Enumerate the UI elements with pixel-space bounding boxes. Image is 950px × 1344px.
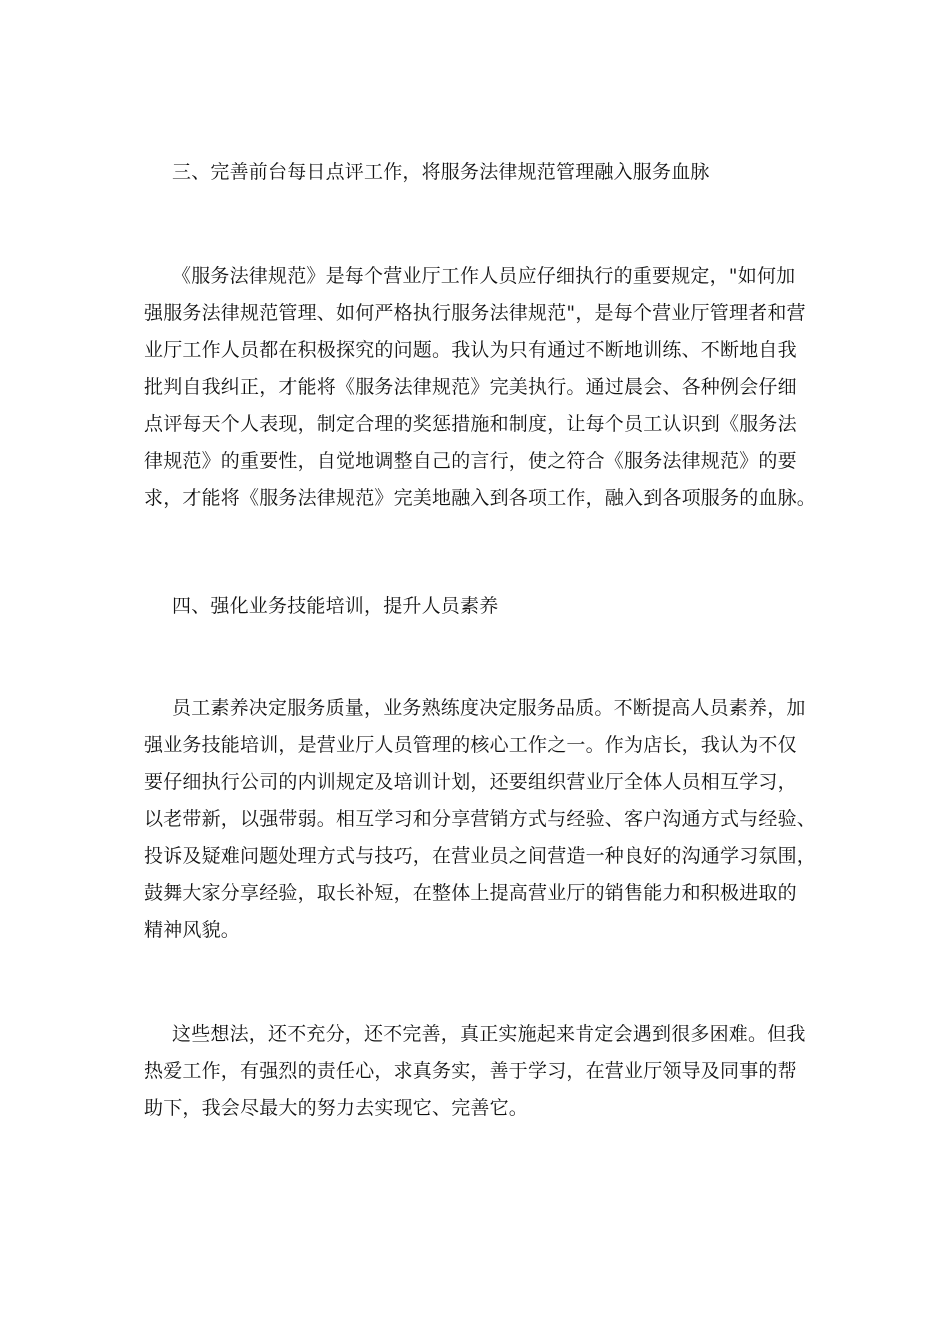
paragraph-line: 批判自我纠正，才能将《服务法律规范》完美执行。通过晨会、各种例会仔细 [144,376,797,398]
paragraph-line: 《服务法律规范》是每个营业厅工作人员应仔细执行的重要规定，"如何加 [172,265,796,287]
paragraph-line: 助下，我会尽最大的努力去实现它、完善它。 [144,1097,529,1119]
paragraph-line: 投诉及疑难问题处理方式与技巧，在营业员之间营造一种良好的沟通学习氛围， [144,845,817,867]
paragraph-line: 热爱工作，有强烈的责任心，求真务实，善于学习，在营业厅领导及同事的帮 [144,1060,797,1082]
paragraph-line: 员工素养决定服务质量，业务熟练度决定服务品质。不断提高人员素养，加 [172,697,806,719]
paragraph-line: 求，才能将《服务法律规范》完美地融入到各项工作，融入到各项服务的血脉。 [144,487,817,509]
paragraph-line: 这些想法，还不充分，还不完善，真正实施起来肯定会遇到很多困难。但我 [172,1023,806,1045]
section-3-heading: 三、完善前台每日点评工作，将服务法律规范管理融入服务血脉 [172,161,710,183]
paragraph-line: 律规范》的重要性，自觉地调整自己的言行，使之符合《服务法律规范》的要 [144,450,797,472]
paragraph-line: 业厅工作人员都在积极探究的问题。我认为只有通过不断地训练、不断地自我 [144,339,797,361]
paragraph-line: 精神风貌。 [144,919,241,941]
paragraph-line: 鼓舞大家分享经验，取长补短，在整体上提高营业厅的销售能力和积极进取的 [144,882,797,904]
section-4-heading: 四、强化业务技能培训，提升人员素养 [172,595,499,617]
paragraph-line: 要仔细执行公司的内训规定及培训计划，还要组织营业厅全体人员相互学习， [144,771,797,793]
paragraph-line: 以老带新，以强带弱。相互学习和分享营销方式与经验、客户沟通方式与经验、 [144,808,817,830]
paragraph-line: 点评每天个人表现，制定合理的奖惩措施和制度，让每个员工认识到《服务法 [144,413,797,435]
paragraph-line: 强服务法律规范管理、如何严格执行服务法律规范"，是每个营业厅管理者和营 [144,302,806,324]
paragraph-line: 强业务技能培训，是营业厅人员管理的核心工作之一。作为店长，我认为不仅 [144,734,797,756]
